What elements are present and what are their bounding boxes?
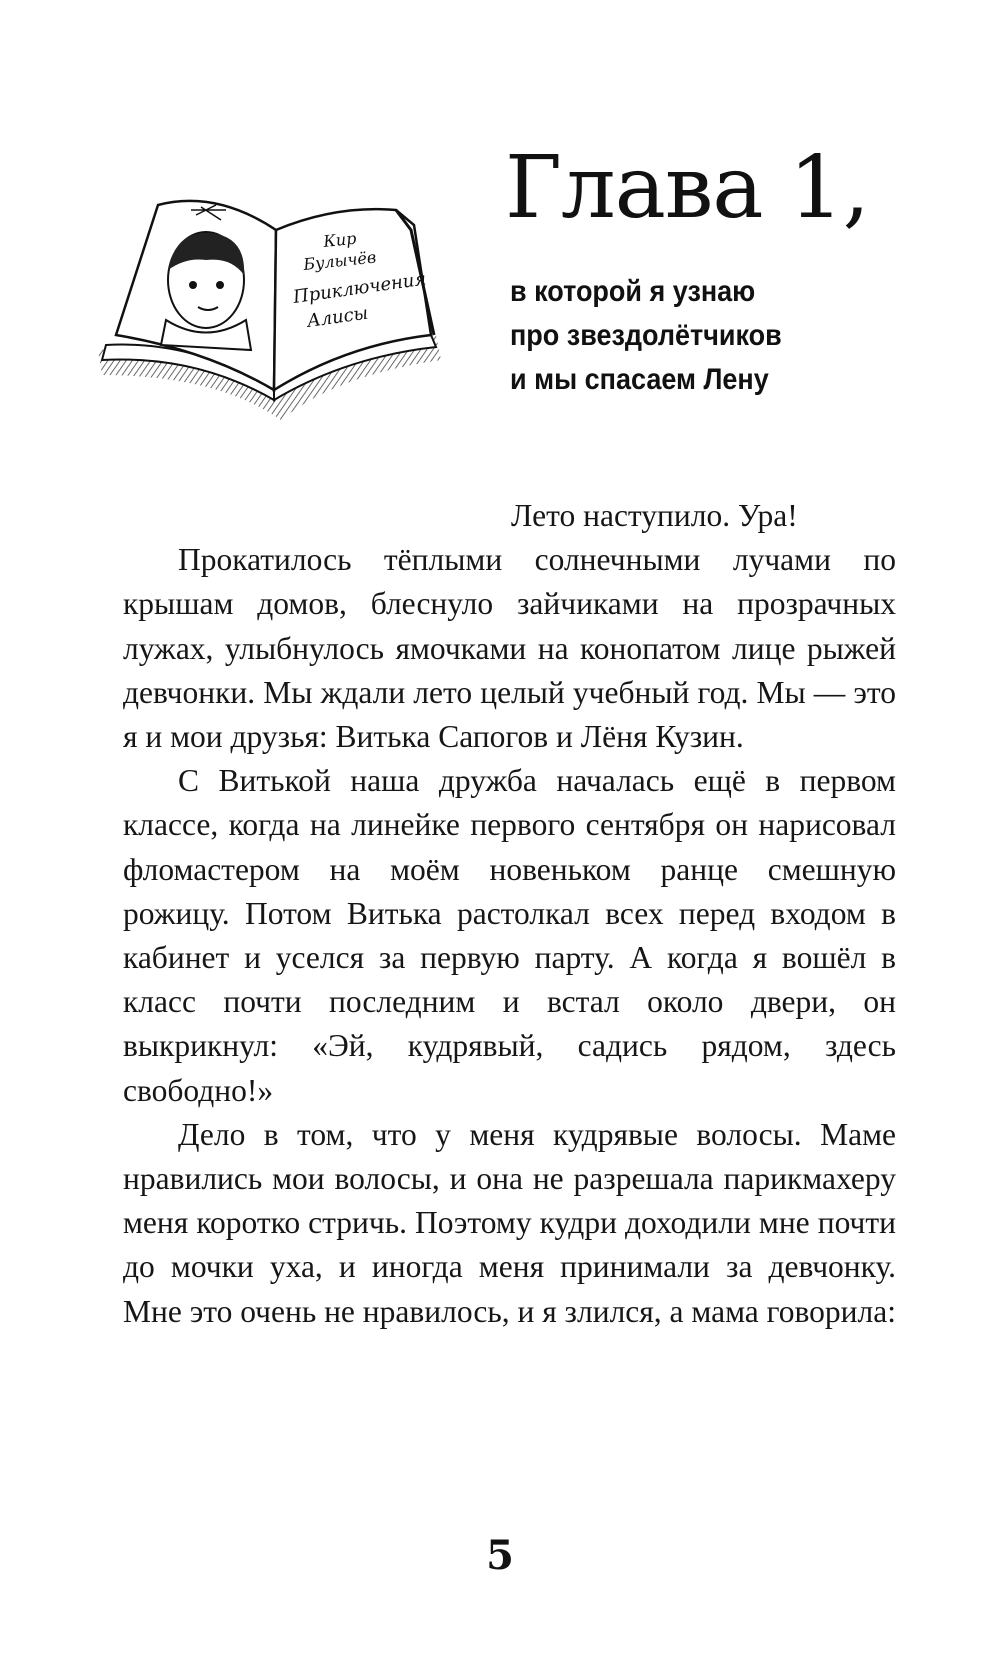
chapter-subtitle-line: и мы спасаем Лену: [510, 363, 769, 396]
chapter-subtitle-line: про звездолётчиков: [510, 319, 782, 352]
chapter-subtitle: [510, 270, 782, 402]
chapter-title: Глава 1,: [505, 138, 869, 238]
book-title-word2: Алисы: [305, 302, 370, 332]
page-number: 5: [486, 1532, 514, 1579]
chapter-body: [123, 494, 896, 1334]
opening-line: Лето наступило. Ура!: [511, 498, 798, 533]
book-title-word1: Приключения: [291, 268, 428, 308]
paragraph: Прокатилось тёплыми солнечными лучами по крышам домов, блеснуло зайчиками на прозрачных лужах, улыбнулось ямочками на конопатом лице рыжей девчонки. Мы ждали лето целый учебный год. Мы — это я и мои друзья: Витька Сапогов и Лёня Кузин.: [123, 542, 896, 755]
book-author-last-name: Булычёв: [302, 247, 378, 274]
chapter-subtitle-line: в которой я узнаю: [510, 275, 756, 308]
book-author-first-name: Кир: [322, 228, 358, 251]
paragraph: С Витькой наша дружба началась ещё в первом классе, когда на линейке первого сентября он нарисовал фломастером на моём новеньком ранце смешную рожицу. Потом Витька растолкал всех перед входом в кабинет и уселся за первую парту. А когда я вошёл в класс почти последним и встал около двери, он выкрикнул: «Эй, кудрявый, садись рядом, здесь свободно!»: [123, 763, 896, 1108]
open-book-icon: [96, 185, 446, 425]
paragraph: Дело в том, что у меня кудрявые волосы. Маме нравились мои волосы, и она не разрешала парикмахеру меня коротко стричь. Поэтому кудри доходили мне почти до мочки уха, и иногда меня принимали за девчонку. Мне это очень не нравилось, и я злился, а мама говорила:: [123, 1116, 896, 1329]
